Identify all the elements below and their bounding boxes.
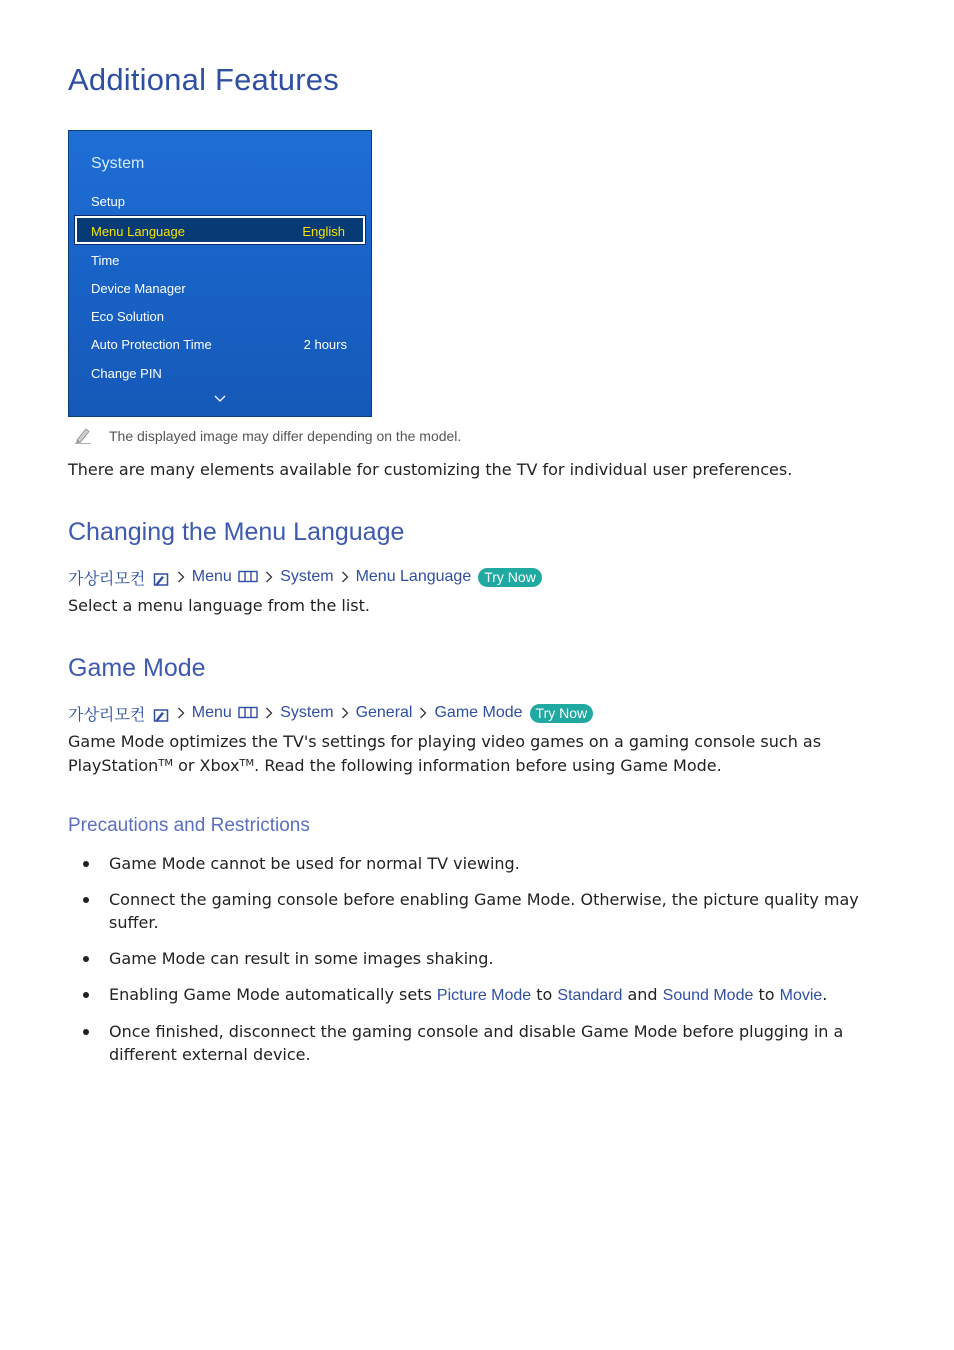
list-item: Game Mode can result in some images shaking.	[68, 947, 868, 970]
path-menu[interactable]: Menu	[192, 568, 258, 586]
menu-item-change-pin[interactable]	[91, 366, 347, 381]
list-item: Connect the gaming console before enabling Game Mode. Otherwise, the picture quality may suffer.	[68, 888, 868, 934]
menu-icon	[238, 570, 258, 583]
menu-icon	[238, 706, 258, 719]
precautions-heading: Precautions and Restrictions	[68, 815, 310, 836]
path-system[interactable]: System	[280, 704, 334, 721]
game-mode-body: Game Mode optimizes the TV's settings for playing video games on a gaming console such as PlayStation™ or Xbox™. Read the following information before using Game Mode.	[68, 732, 822, 775]
keyword-movie: Movie	[779, 987, 823, 1004]
menu-item-value: 2 hours	[303, 337, 347, 352]
keyword-picture-mode: Picture Mode	[436, 987, 532, 1004]
menu-item-setup[interactable]	[91, 194, 347, 209]
menu-path-language	[68, 566, 542, 588]
remote-icon	[152, 572, 170, 587]
chevron-right-icon	[177, 707, 185, 719]
path-virtual-remote[interactable]: 가상리모컨	[68, 566, 170, 589]
list-item: Enabling Game Mode automatically sets Picture Mode to Standard and Sound Mode to Movie.	[68, 983, 868, 1007]
section-heading-game-mode: Game Mode	[68, 654, 206, 682]
menu-language-body: Select a menu language from the list.	[68, 596, 370, 615]
path-general[interactable]: General	[355, 704, 413, 721]
tv-system-menu	[68, 130, 372, 417]
path-virtual-remote[interactable]: 가상리모컨	[68, 702, 170, 725]
menu-item-label: Auto Protection Time	[91, 337, 212, 352]
note-text: The displayed image may differ depending on the model.	[109, 428, 462, 444]
menu-item-menu-language[interactable]	[75, 216, 365, 244]
chevron-right-icon	[341, 707, 349, 719]
chevron-right-icon	[265, 707, 273, 719]
menu-item-auto-protection-time[interactable]	[91, 337, 347, 352]
list-item: Game Mode cannot be used for normal TV viewing.	[68, 852, 868, 875]
menu-item-label: Eco Solution	[91, 309, 164, 324]
menu-item-time[interactable]	[91, 253, 347, 268]
menu-path-game-mode	[68, 702, 593, 724]
menu-item-device-manager[interactable]	[91, 281, 347, 296]
path-game-mode[interactable]: Game Mode	[434, 704, 523, 721]
intro-text: There are many elements available for customizing the TV for individual user preferences.	[68, 460, 793, 479]
menu-item-label: Time	[91, 253, 120, 268]
try-now-button[interactable]: Try Now	[478, 568, 542, 587]
page-title: Additional Features	[68, 62, 339, 97]
try-now-button[interactable]: Try Now	[530, 704, 594, 723]
chevron-down-icon[interactable]	[214, 393, 226, 403]
path-system[interactable]: System	[280, 568, 334, 585]
menu-item-label: Setup	[91, 194, 125, 209]
chevron-right-icon	[177, 571, 185, 583]
menu-item-label: Change PIN	[91, 366, 162, 381]
list-item: Once finished, disconnect the gaming console and disable Game Mode before plugging in a different external device.	[68, 1020, 868, 1066]
chevron-right-icon	[265, 571, 273, 583]
chevron-right-icon	[341, 571, 349, 583]
menu-item-eco-solution[interactable]	[91, 309, 347, 324]
pencil-icon	[74, 426, 92, 444]
menu-item-label: Device Manager	[91, 281, 186, 296]
keyword-sound-mode: Sound Mode	[662, 987, 754, 1004]
precautions-list	[68, 852, 868, 1079]
menu-item-value: English	[302, 224, 345, 239]
menu-item-label: Menu Language	[91, 224, 185, 239]
path-menu-language[interactable]: Menu Language	[355, 568, 472, 585]
section-heading-menu-language: Changing the Menu Language	[68, 518, 405, 546]
keyword-standard: Standard	[557, 987, 623, 1004]
chevron-right-icon	[419, 707, 427, 719]
remote-icon	[152, 708, 170, 723]
path-menu[interactable]: Menu	[192, 704, 258, 722]
menu-title: System	[91, 155, 145, 172]
